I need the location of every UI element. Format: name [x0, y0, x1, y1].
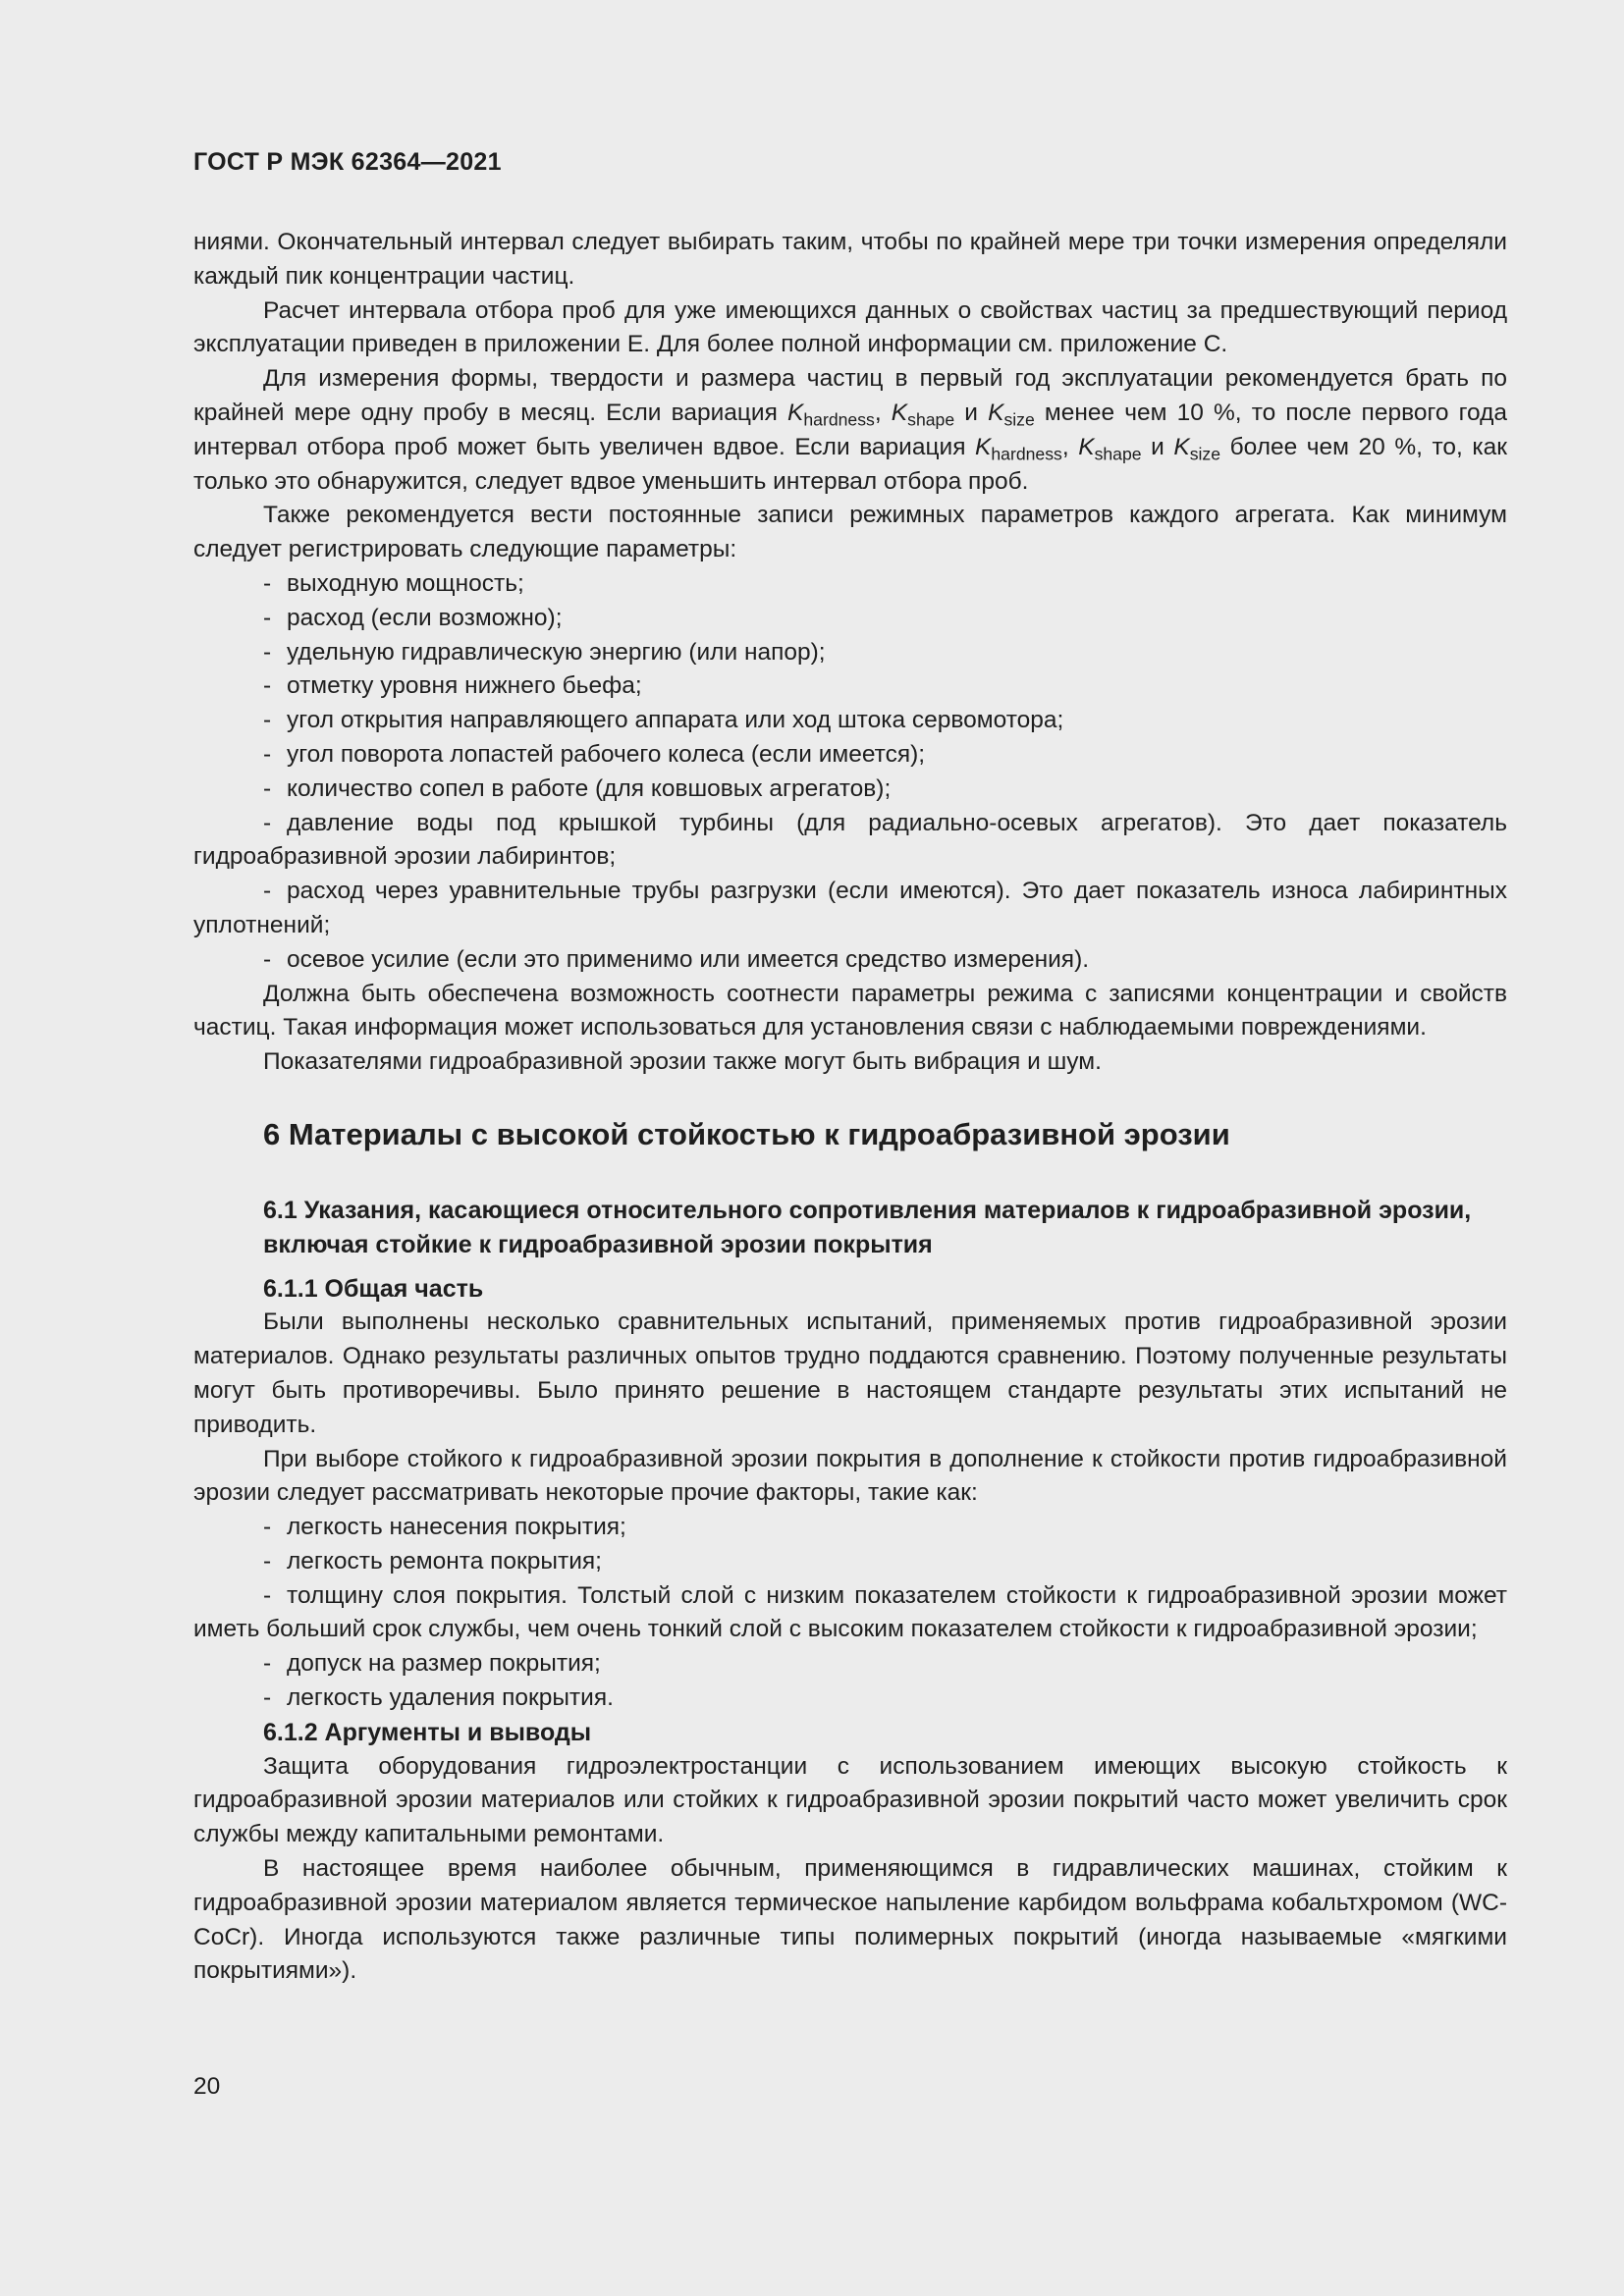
list-item-text: легкость ремонта покрытия; — [287, 1547, 602, 1575]
list-item — [193, 669, 1507, 704]
list-item-text: допуск на размер покрытия; — [287, 1650, 601, 1678]
list-item-text: легкость нанесения покрытия; — [287, 1514, 626, 1541]
list-item-text: расход через уравнительные трубы разгрузки (если имеются). Это дает показатель износа лабиринтных уплотнений; — [193, 878, 1507, 938]
list-dash: - — [263, 740, 272, 768]
section-heading-6: 6 Материалы с высокой стойкостью к гидроабразивной эрозии — [263, 1116, 1230, 1151]
list-item — [193, 567, 1507, 602]
list-item-text: отметку уровня нижнего бьефа; — [287, 672, 642, 700]
list-item — [193, 875, 1507, 943]
text-run: , — [874, 399, 892, 426]
paragraph: Защита оборудования гидроэлектростанции с использованием имеющих высокую стойкость к гидроабразивной эрозии материалов или стойких к гидроабразивной эрозии покрытий часто может увеличить срок службы между капитальными ремонтами. — [193, 1752, 1507, 1848]
subscript-size: size — [1189, 444, 1221, 464]
list-item — [193, 943, 1507, 978]
list-item-text: количество сопел в работе (для ковшовых агрегатов); — [287, 774, 892, 802]
paragraph: Должна быть обеспечена возможность соотнести параметры режима с записями концентрации и свойств частиц. Такая информация может использоваться для установления связи с наблюдаемыми повреждениями. — [193, 980, 1507, 1041]
k-symbol: K — [988, 399, 1004, 426]
list-item-text: выходную мощность; — [287, 569, 524, 597]
subscript-hardness: hardness — [803, 409, 875, 430]
text-run: менее чем 10 %, то после первого года интервал отбора проб может быть увеличен вдвое. Если вариация — [193, 399, 1507, 460]
list-item-text: угол поворота лопастей рабочего колеса (если имеется); — [287, 740, 926, 768]
text-run: и — [954, 399, 989, 426]
k-symbol: K — [787, 399, 804, 426]
list-item — [193, 636, 1507, 670]
list-dash: - — [263, 1581, 272, 1609]
paragraph: Были выполнены несколько сравнительных испытаний, применяемых против гидроабразивной эрозии материалов. Однако результаты различных опытов трудно поддаются сравнению. Поэтому полученные результаты могут быть противоречивы. Было принято решение в настоящем стандарте результаты этих испытаний не приводить. — [193, 1308, 1507, 1438]
list-item-text: давление воды под крышкой турбины (для радиально-осевых агрегатов). Это дает показатель гидроабразивной эрозии лабиринтов; — [193, 809, 1507, 871]
list-dash: - — [263, 809, 272, 836]
list-dash: - — [263, 707, 272, 734]
paragraph: В настоящее время наиболее обычным, применяющимся в гидравлических машинах, стойким к гидроабразивной эрозии материалом является термическое напыление карбидом вольфрама кобальтхромом (WC-CoCr). Иногда используются также различные типы полимерных покрытий (иногда называемые «мягкими покрытиями»). — [193, 1855, 1507, 1985]
list-item-text: удельную гидравлическую энергию (или напор); — [287, 638, 826, 666]
list-item — [193, 1545, 1507, 1579]
list-item — [193, 1511, 1507, 1545]
list-dash: - — [263, 1514, 272, 1541]
paragraph: ниями. Окончательный интервал следует выбирать таким, чтобы по крайней мере три точки измерения определяли каждый пик концентрации частиц. — [193, 229, 1507, 290]
list-item — [193, 1647, 1507, 1682]
k-symbol: K — [1078, 433, 1095, 460]
list-item — [193, 738, 1507, 773]
list-dash: - — [263, 774, 272, 802]
page-number: 20 — [193, 2073, 221, 2100]
list-dash: - — [263, 1547, 272, 1575]
list-dash: - — [263, 878, 272, 905]
section-heading-6-1-1: 6.1.1 Общая часть — [263, 1274, 484, 1303]
paragraph-variation — [193, 362, 1507, 499]
text-run: более чем 20 %, то, как только это обнаружится, следует вдвое уменьшить интервал отбора проб. — [193, 433, 1507, 495]
document-header: ГОСТ Р МЭК 62364—2021 — [193, 148, 502, 176]
section-heading-6-1: 6.1 Указания, касающиеся относительного сопротивления материалов к гидроабразивной эрозии, включая стойкие к гидроабразивной эрозии покрытия — [263, 1196, 1472, 1258]
paragraph: Расчет интервала отбора проб для уже имеющихся данных о свойствах частиц за предшествующий период эксплуатации приведен в приложении Е. Для более полной информации см. приложение С. — [193, 296, 1507, 358]
text-run: и — [1141, 433, 1174, 460]
list-dash: - — [263, 1684, 272, 1712]
section-heading-6-1-2: 6.1.2 Аргументы и выводы — [263, 1718, 592, 1746]
list-item-text: угол открытия направляющего аппарата или ход штока сервомотора; — [287, 707, 1064, 734]
list-item-text: осевое усилие (если это применимо или имеется средство измерения). — [287, 945, 1090, 973]
list-dash: - — [263, 638, 272, 666]
subscript-shape: shape — [907, 409, 955, 430]
k-symbol: K — [1173, 433, 1190, 460]
text-run: Для измерения формы, твердости и размера частиц в первый год эксплуатации рекомендуется брать по крайней мере одну пробу в месяц. Если вариация — [193, 365, 1507, 426]
paragraph: Показателями гидроабразивной эрозии также могут быть вибрация и шум. — [263, 1048, 1102, 1076]
k-symbol: K — [891, 399, 908, 426]
list-item — [193, 602, 1507, 636]
subscript-shape: shape — [1094, 444, 1142, 464]
list-item-text: расход (если возможно); — [287, 604, 563, 631]
list-item — [193, 1682, 1507, 1716]
paragraph: При выборе стойкого к гидроабразивной эрозии покрытия в дополнение к стойкости против гидроабразивной эрозии следует рассматривать некоторые прочие факторы, такие как: — [193, 1445, 1507, 1507]
k-symbol: K — [975, 433, 992, 460]
list-item-text: легкость удаления покрытия. — [287, 1684, 614, 1712]
list-dash: - — [263, 569, 272, 597]
list-item-text: толщину слоя покрытия. Толстый слой с низким показателем стойкости к гидроабразивной эрозии может иметь больший срок службы, чем очень тонкий слой с высоким показателем стойкости к гидроабразивной эрозии; — [193, 1581, 1507, 1643]
list-dash: - — [263, 604, 272, 631]
list-dash: - — [263, 945, 272, 973]
text-run: , — [1061, 433, 1079, 460]
list-item — [193, 1579, 1507, 1648]
page-body — [193, 226, 1507, 1989]
list-dash: - — [263, 1650, 272, 1678]
list-item — [193, 704, 1507, 738]
paragraph: Также рекомендуется вести постоянные записи режимных параметров каждого агрегата. Как минимум следует регистрировать следующие параметры: — [193, 502, 1507, 563]
subscript-hardness: hardness — [991, 444, 1062, 464]
list-item — [193, 807, 1507, 876]
list-dash: - — [263, 672, 272, 700]
subscript-size: size — [1003, 409, 1035, 430]
list-item — [193, 773, 1507, 807]
